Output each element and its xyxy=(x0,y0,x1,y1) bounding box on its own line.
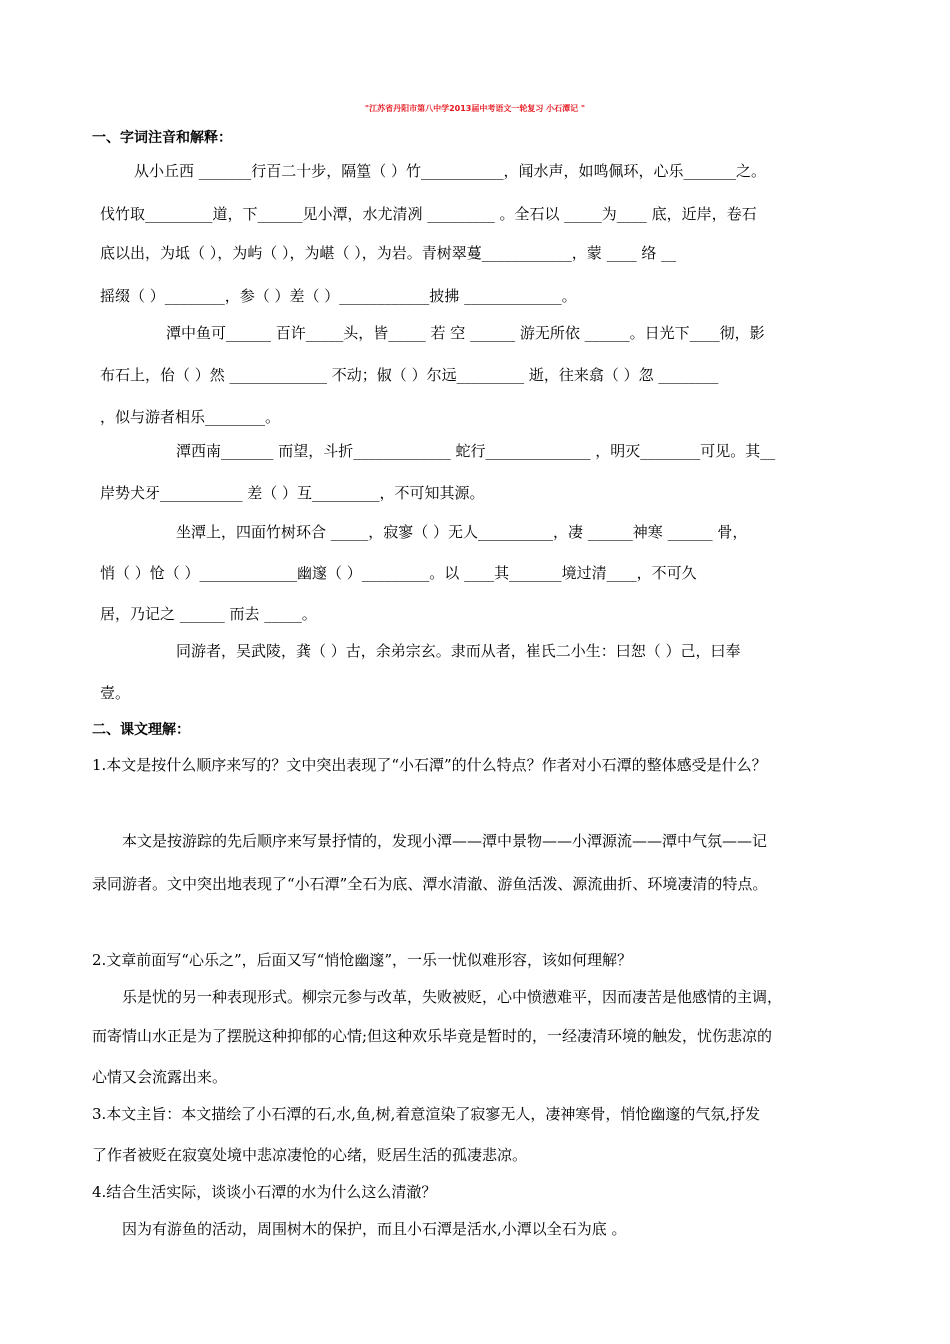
document-title: "江苏省丹阳市第八中学2013届中考语文一轮复习 小石潭记 " xyxy=(364,104,586,113)
answer-line: 了作者被贬在寂寞处境中悲凉凄怆的心绪，贬居生活的孤凄悲凉。 xyxy=(92,1146,528,1164)
paragraph-line: 伐竹取_________道，下______见小潭，水尤清冽 _________ 。全石以 _____为____ 底，近岸，卷石 xyxy=(100,205,757,223)
section-heading-vocabulary: 一、字词注音和解释： xyxy=(92,130,232,146)
paragraph-line: 潭中鱼可______ 百许_____头，皆_____ 若 空 ______ 游无所依 ______。日光下____彻，影 xyxy=(166,324,765,342)
answer-line: 乐是忧的另一种表现形式。柳宗元参与改革，失败被贬，心中愤懑难平，因而凄苦是他感情的主调， xyxy=(122,988,783,1006)
paragraph-line: 底以出，为坻（ ），为屿（ ），为嵁（ ），为岩。青树翠蔓____________，蒙 ____ 络 __ xyxy=(100,244,677,262)
answer-line: 本文是按游踪的先后顺序来写景抒情的，发现小潭——潭中景物——小潭源流——潭中气氛——记 xyxy=(122,832,768,850)
paragraph-line: 从小丘西 _______行百二十步，隔篁（ ）竹___________，闻水声，如鸣佩环，心乐_______之。 xyxy=(134,162,767,180)
paragraph-line: 岸势犬牙___________ 差（ ）互_________，不可知其源。 xyxy=(100,484,485,502)
paragraph-line: 摇缀（ ）________，参（ ）差（ ）____________披拂 _____________。 xyxy=(100,287,577,305)
paragraph-line: 壹。 xyxy=(100,684,131,702)
paragraph-line: 潭西南_______ 而望，斗折_____________ 蛇行______________ ，明灭________可见。其__ xyxy=(176,442,776,460)
paragraph-line: 居，乃记之 ______ 而去 _____。 xyxy=(100,605,317,623)
question-line: 2.文章前面写“心乐之”，后面又写“悄怆幽邃”，一乐一忧似难形容，该如何理解？ xyxy=(92,951,632,969)
paragraph-line: 坐潭上，四面竹树环合 _____，寂寥（ ）无人__________，凄 ______神寒 ______ 骨， xyxy=(176,523,748,541)
answer-line: 3.本文主旨：本文描绘了小石潭的石,水,鱼,树,着意渲染了寂寥无人，凄神寒骨，悄怆幽邃的气氛,抒发 xyxy=(92,1105,761,1123)
section-heading-comprehension: 二、课文理解： xyxy=(92,722,190,738)
answer-line: 而寄情山水正是为了摆脱这种抑郁的心情;但这种欢乐毕竟是暂时的，一经凄清环境的触发，忧伤悲凉的 xyxy=(92,1027,773,1045)
question-line: 4.结合生活实际，谈谈小石潭的水为什么这么清澈？ xyxy=(92,1183,437,1201)
question-line: 1.本文是按什么顺序来写的？文中突出表现了“小石潭”的什么特点？作者对小石潭的整体感受是什么？ xyxy=(92,756,767,774)
answer-line: 录同游者。文中突出地表现了“小石潭”全石为底、潭水清澈、游鱼活泼、源流曲折、环境凄清的特点。 xyxy=(92,875,768,893)
answer-line: 因为有游鱼的活动，周围树木的保护，而且小石潭是活水,小潭以全石为底 。 xyxy=(122,1220,627,1238)
paragraph-line: ，似与游者相乐________。 xyxy=(100,408,281,426)
paragraph-line: 布石上，佁（ ）然 _____________ 不动；俶（ ）尔远_________ 逝，往来翕（ ）忽 ________ xyxy=(100,366,719,384)
paragraph-line: 同游者，吴武陵，龚（ ）古，余弟宗玄。隶而从者，崔氏二小生：曰恕（ ）己，曰奉 xyxy=(176,642,741,660)
paragraph-line: 悄（ ）怆（ ）_____________幽邃（ ）_________。以 ____其_______境过清____，不可久 xyxy=(100,564,697,582)
answer-line: 心情又会流露出来。 xyxy=(92,1068,228,1086)
